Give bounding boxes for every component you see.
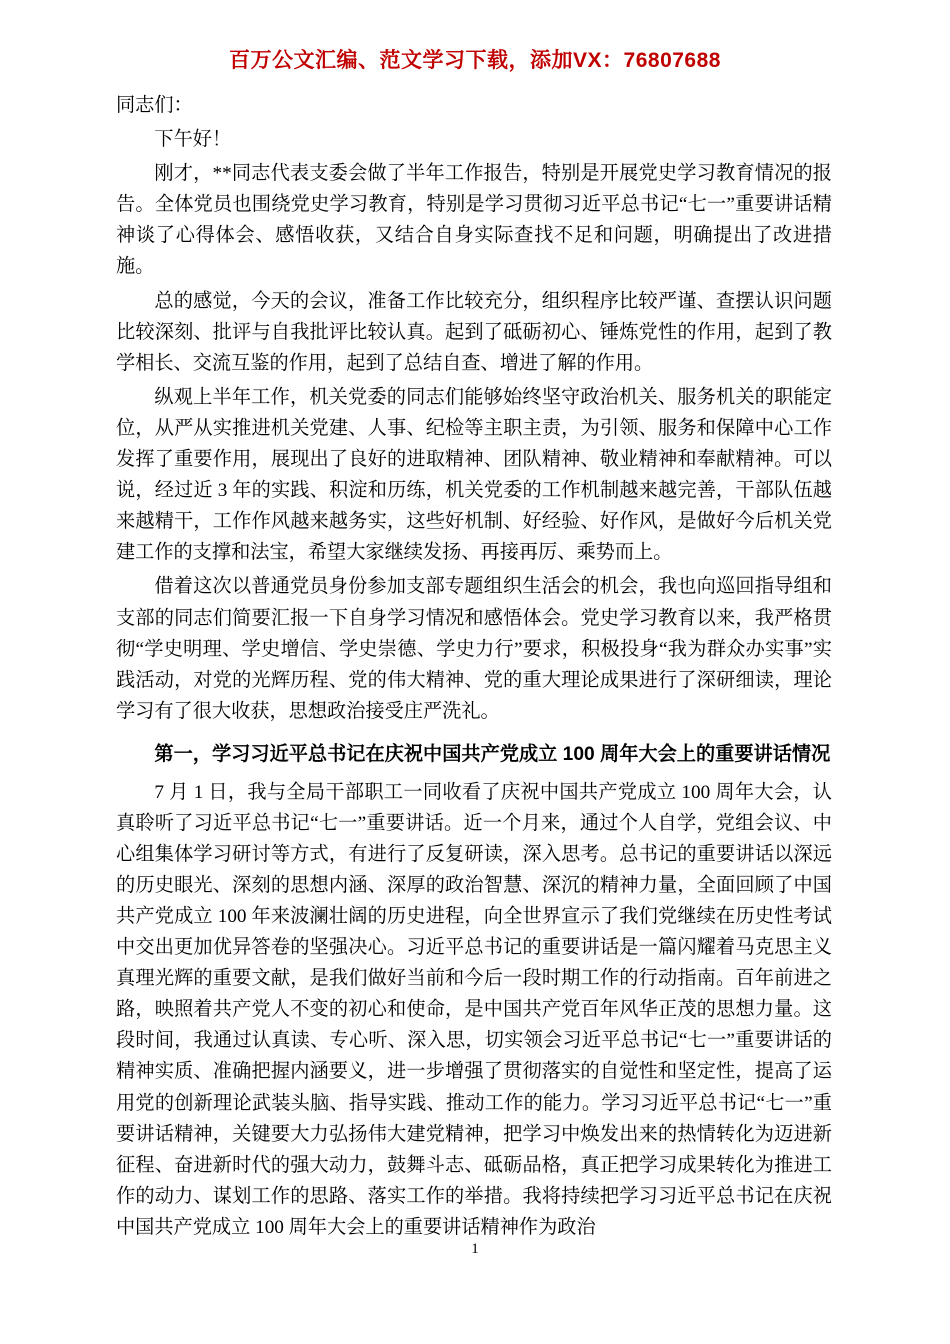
greeting: 下午好！ (154, 129, 232, 151)
body-paragraph-5: 7 月 1 日，我与全局干部职工一同收看了庆祝中国共产党成立 100 周年大会，认真聆听了习近平总书记“七一”重要讲话。近一个月来，通过个人自学，党组会议、中心组集体学习研讨等方式，有进行了反复研读，深入思考。总书记的重要讲话以深远的历史眼光、深刻的思想内涵、深厚的政治智慧、深沉的精神力量，全面回顾了中国共产党成立 100 年来波澜壮阔的历史进程，向全世界宣示了我们党继续在历史性考试中交出更加优异答卷的坚强决心。习近平总书记的重要讲话是一篇闪耀着马克思主义真理光辉的重要文献，是我们做好当前和今后一段时期工作的行动指南。百年前进之路，映照着共产党人不变的初心和使命，是中国共产党百年风华正茂的思想力量。这段时间，我通过认真读、专心听、深入思，切实领会习近平总书记“七一”重要讲话的精神实质、准确把握内涵要义，进一步增强了贯彻落实的自觉性和坚定性，提高了运用党的创新理论武装头脑、指导实践、推动工作的能力。学习习近平总书记“七一”重要讲话精神，关键要大力弘扬伟大建党精神，把学习中焕发出来的热情转化为迈进新征程、奋进新时代的强大动力，鼓舞斗志、砥砺品格，真正把学习成果转化为推进工作的动力、谋划工作的思路、落实工作的举措。我将持续把学习习近平总书记在庆祝中国共产党成立 100 周年大会上的重要讲话精神作为政治 (116, 781, 832, 1238)
document-body (0, 90, 950, 1243)
page-number: 1 (471, 1241, 479, 1257)
salutation: 同志们： (116, 95, 193, 116)
body-paragraph-3: 纵观上半年工作，机关党委的同志们能够始终坚守政治机关、服务机关的职能定位，从严从实推进机关党建、人事、纪检等主职主责，为引领、服务和保障中心工作发挥了重要作用，展现出了良好的进取精神、团队精神、敬业精神和奉献精神。可以说，经过近 3 年的实践、积淀和历练，机关党委的工作机制越来越完善，干部队伍越来越精干，工作作风越来越务实，这些好机制、好经验、好作风，是做好今后机关党建工作的支撑和法宝，希望大家继续发扬、再接再厉、乘势而上。 (116, 386, 832, 564)
body-paragraph-2: 总的感觉，今天的会议，准备工作比较充分，组织程序比较严谨、查摆认识问题比较深刻、批评与自我批评比较认真。起到了砥砺初心、锤炼党性的作用，起到了教学相长、交流互鉴的作用，起到了总结自查、增进了解的作用。 (116, 290, 832, 374)
body-paragraph-1: 刚才，**同志代表支委会做了半年工作报告，特别是开展党史学习教育情况的报告。全体党员也围绕党史学习教育，特别是学习贯彻习近平总书记“七一”重要讲话精神谈了心得体会、感悟收获，又结合自身实际查找不足和问题，明确提出了改进措施。 (116, 163, 832, 278)
section-heading-1: 第一，学习习近平总书记在庆祝中国共产党成立 100 周年大会上的重要讲话情况 (154, 743, 831, 765)
body-paragraph-4: 借着这次以普通党员身份参加支部专题组织生活会的机会，我也向巡回指导组和支部的同志们简要汇报一下自身学习情况和感悟体会。党史学习教育以来，我严格贯彻“学史明理、学史增信、学史崇德、学史力行”要求，积极投身“我为群众办实事”实践活动，对党的光辉历程、党的伟大精神、党的重大理论成果进行了深研细读，理论学习有了很大收获，思想政治接受庄严洗礼。 (116, 576, 832, 722)
promo-banner: 百万公文汇编、范文学习下载，添加VX：76807688 (229, 49, 721, 72)
